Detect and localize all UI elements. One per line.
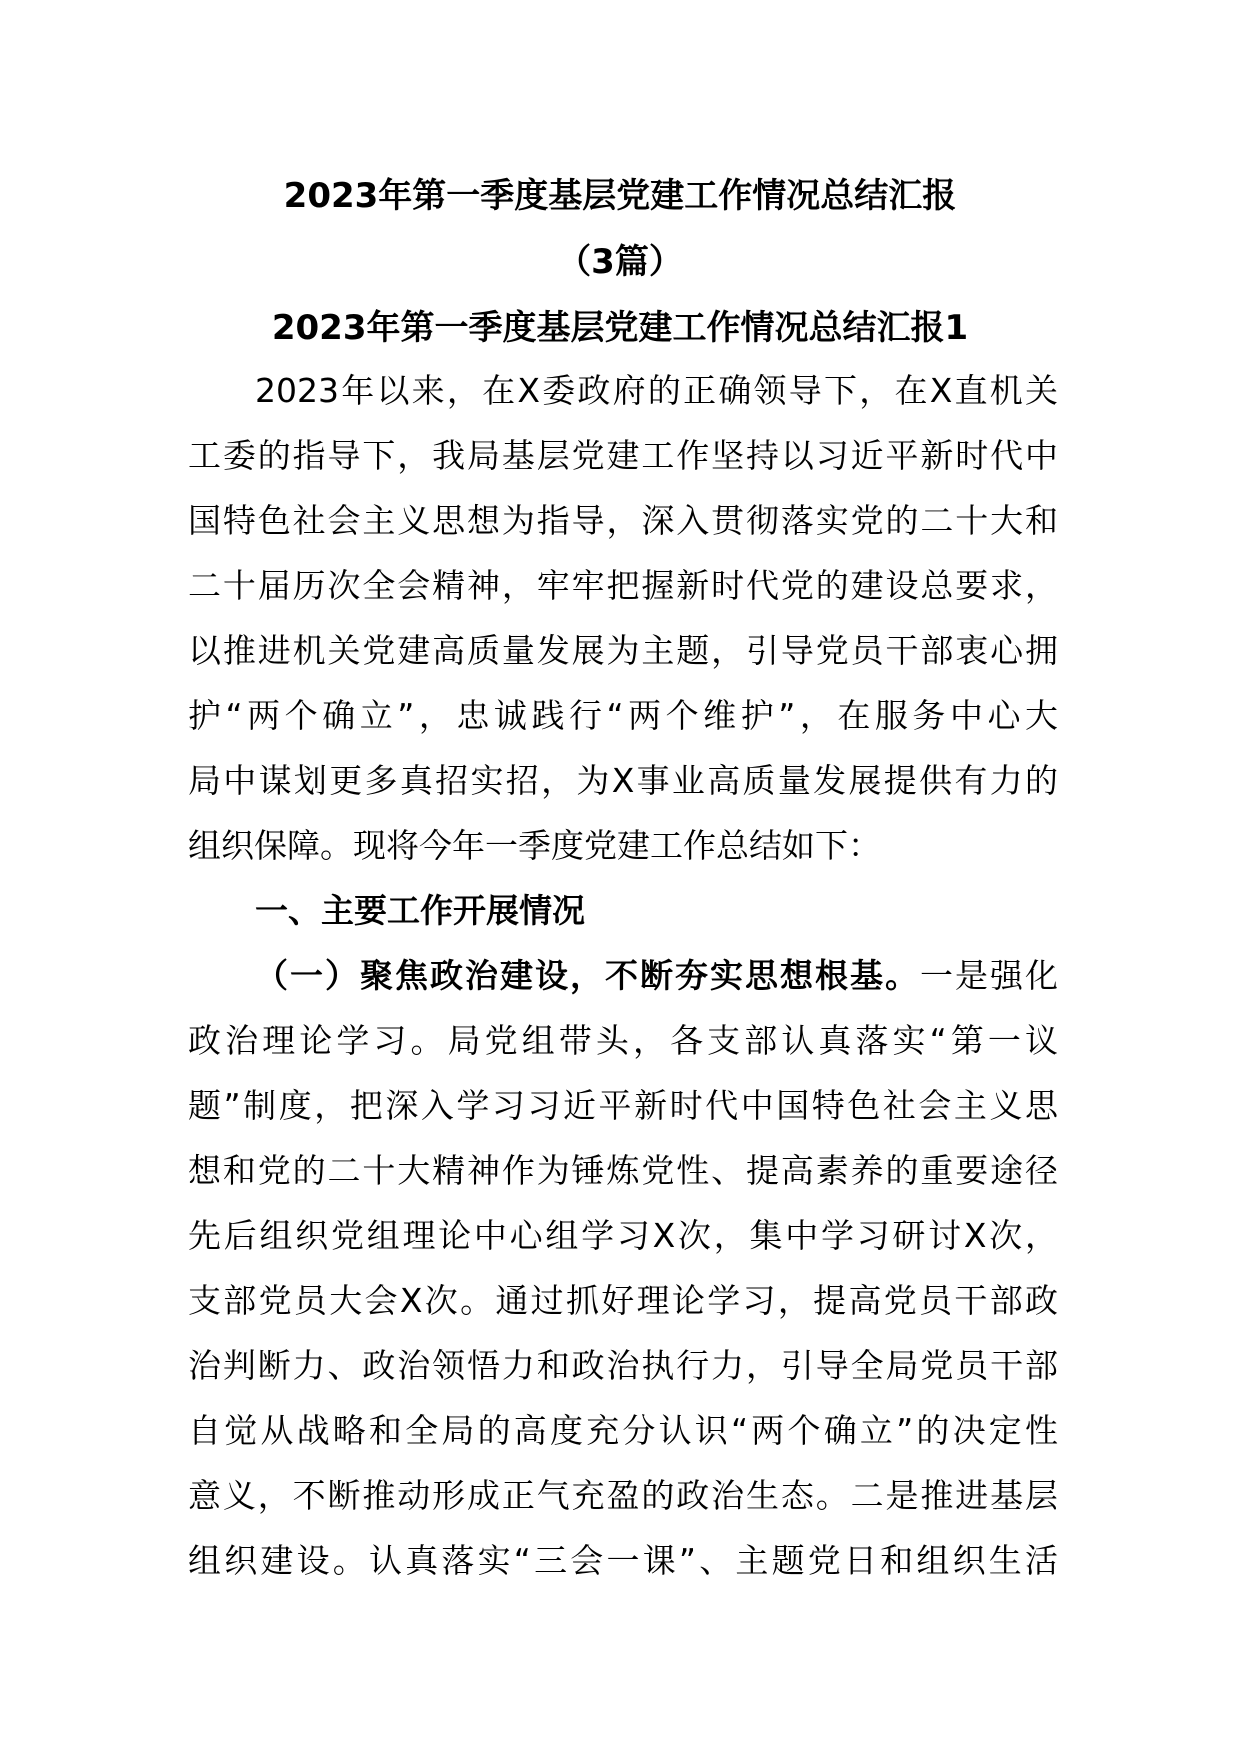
paragraph-line: 政治理论学习。局党组带头，各支部认真落实“第一议 (188, 1021, 1058, 1060)
subsection-line (255, 956, 1058, 996)
paragraph-line: 题”制度，把深入学习习近平新时代中国特色社会主义思 (188, 1086, 1058, 1125)
paragraph-line: 先后组织党组理论中心组学习X次，集中学习研讨X次， (188, 1216, 1058, 1255)
paragraph-line: 二十届历次全会精神，牢牢把握新时代党的建设总要求， (188, 566, 1058, 605)
paragraph-line: 国特色社会主义思想为指导，深入贯彻落实党的二十大和 (188, 501, 1058, 540)
paragraph-line: 意义，不断推动形成正气充盈的政治生态。二是推进基层 (188, 1476, 1058, 1515)
paragraph-line: 局中谋划更多真招实招，为X事业高质量发展提供有力的 (188, 761, 1058, 800)
paragraph-line: 治判断力、政治领悟力和政治执行力，引导全局党员干部 (188, 1346, 1058, 1385)
paragraph-line: 组织保障。现将今年一季度党建工作总结如下： (188, 826, 881, 865)
paragraph-line: 组织建设。认真落实“三会一课”、主题党日和组织生活 (188, 1541, 1058, 1580)
paragraph-line: 护“两个确立”，忠诚践行“两个维护”，在服务中心大 (188, 696, 1058, 735)
paragraph-line: 以推进机关党建高质量发展为主题，引导党员干部衷心拥 (188, 631, 1058, 670)
paragraph-line: 自觉从战略和全局的高度充分认识“两个确立”的决定性 (188, 1411, 1058, 1450)
section-heading: 一、主要工作开展情况 (255, 891, 585, 930)
document-subtitle: 2023年第一季度基层党建工作情况总结汇报1 (271, 308, 969, 348)
paragraph-line: 支部党员大会X次。通过抓好理论学习，提高党员干部政 (188, 1281, 1058, 1320)
paragraph-line: 工委的指导下，我局基层党建工作坚持以习近平新时代中 (188, 436, 1058, 475)
paragraph-line: 想和党的二十大精神作为锤炼党性、提高素养的重要途径 (188, 1151, 1058, 1190)
document-title: 2023年第一季度基层党建工作情况总结汇报 (283, 176, 957, 216)
document-title-count: （3篇） (557, 242, 683, 282)
paragraph-line: 2023年以来，在X委政府的正确领导下，在X直机关 (255, 371, 1058, 410)
subsection-text: 一是强化 (920, 956, 1058, 995)
subsection-heading: （一）聚焦政治建设，不断夯实思想根基。 (255, 956, 920, 995)
